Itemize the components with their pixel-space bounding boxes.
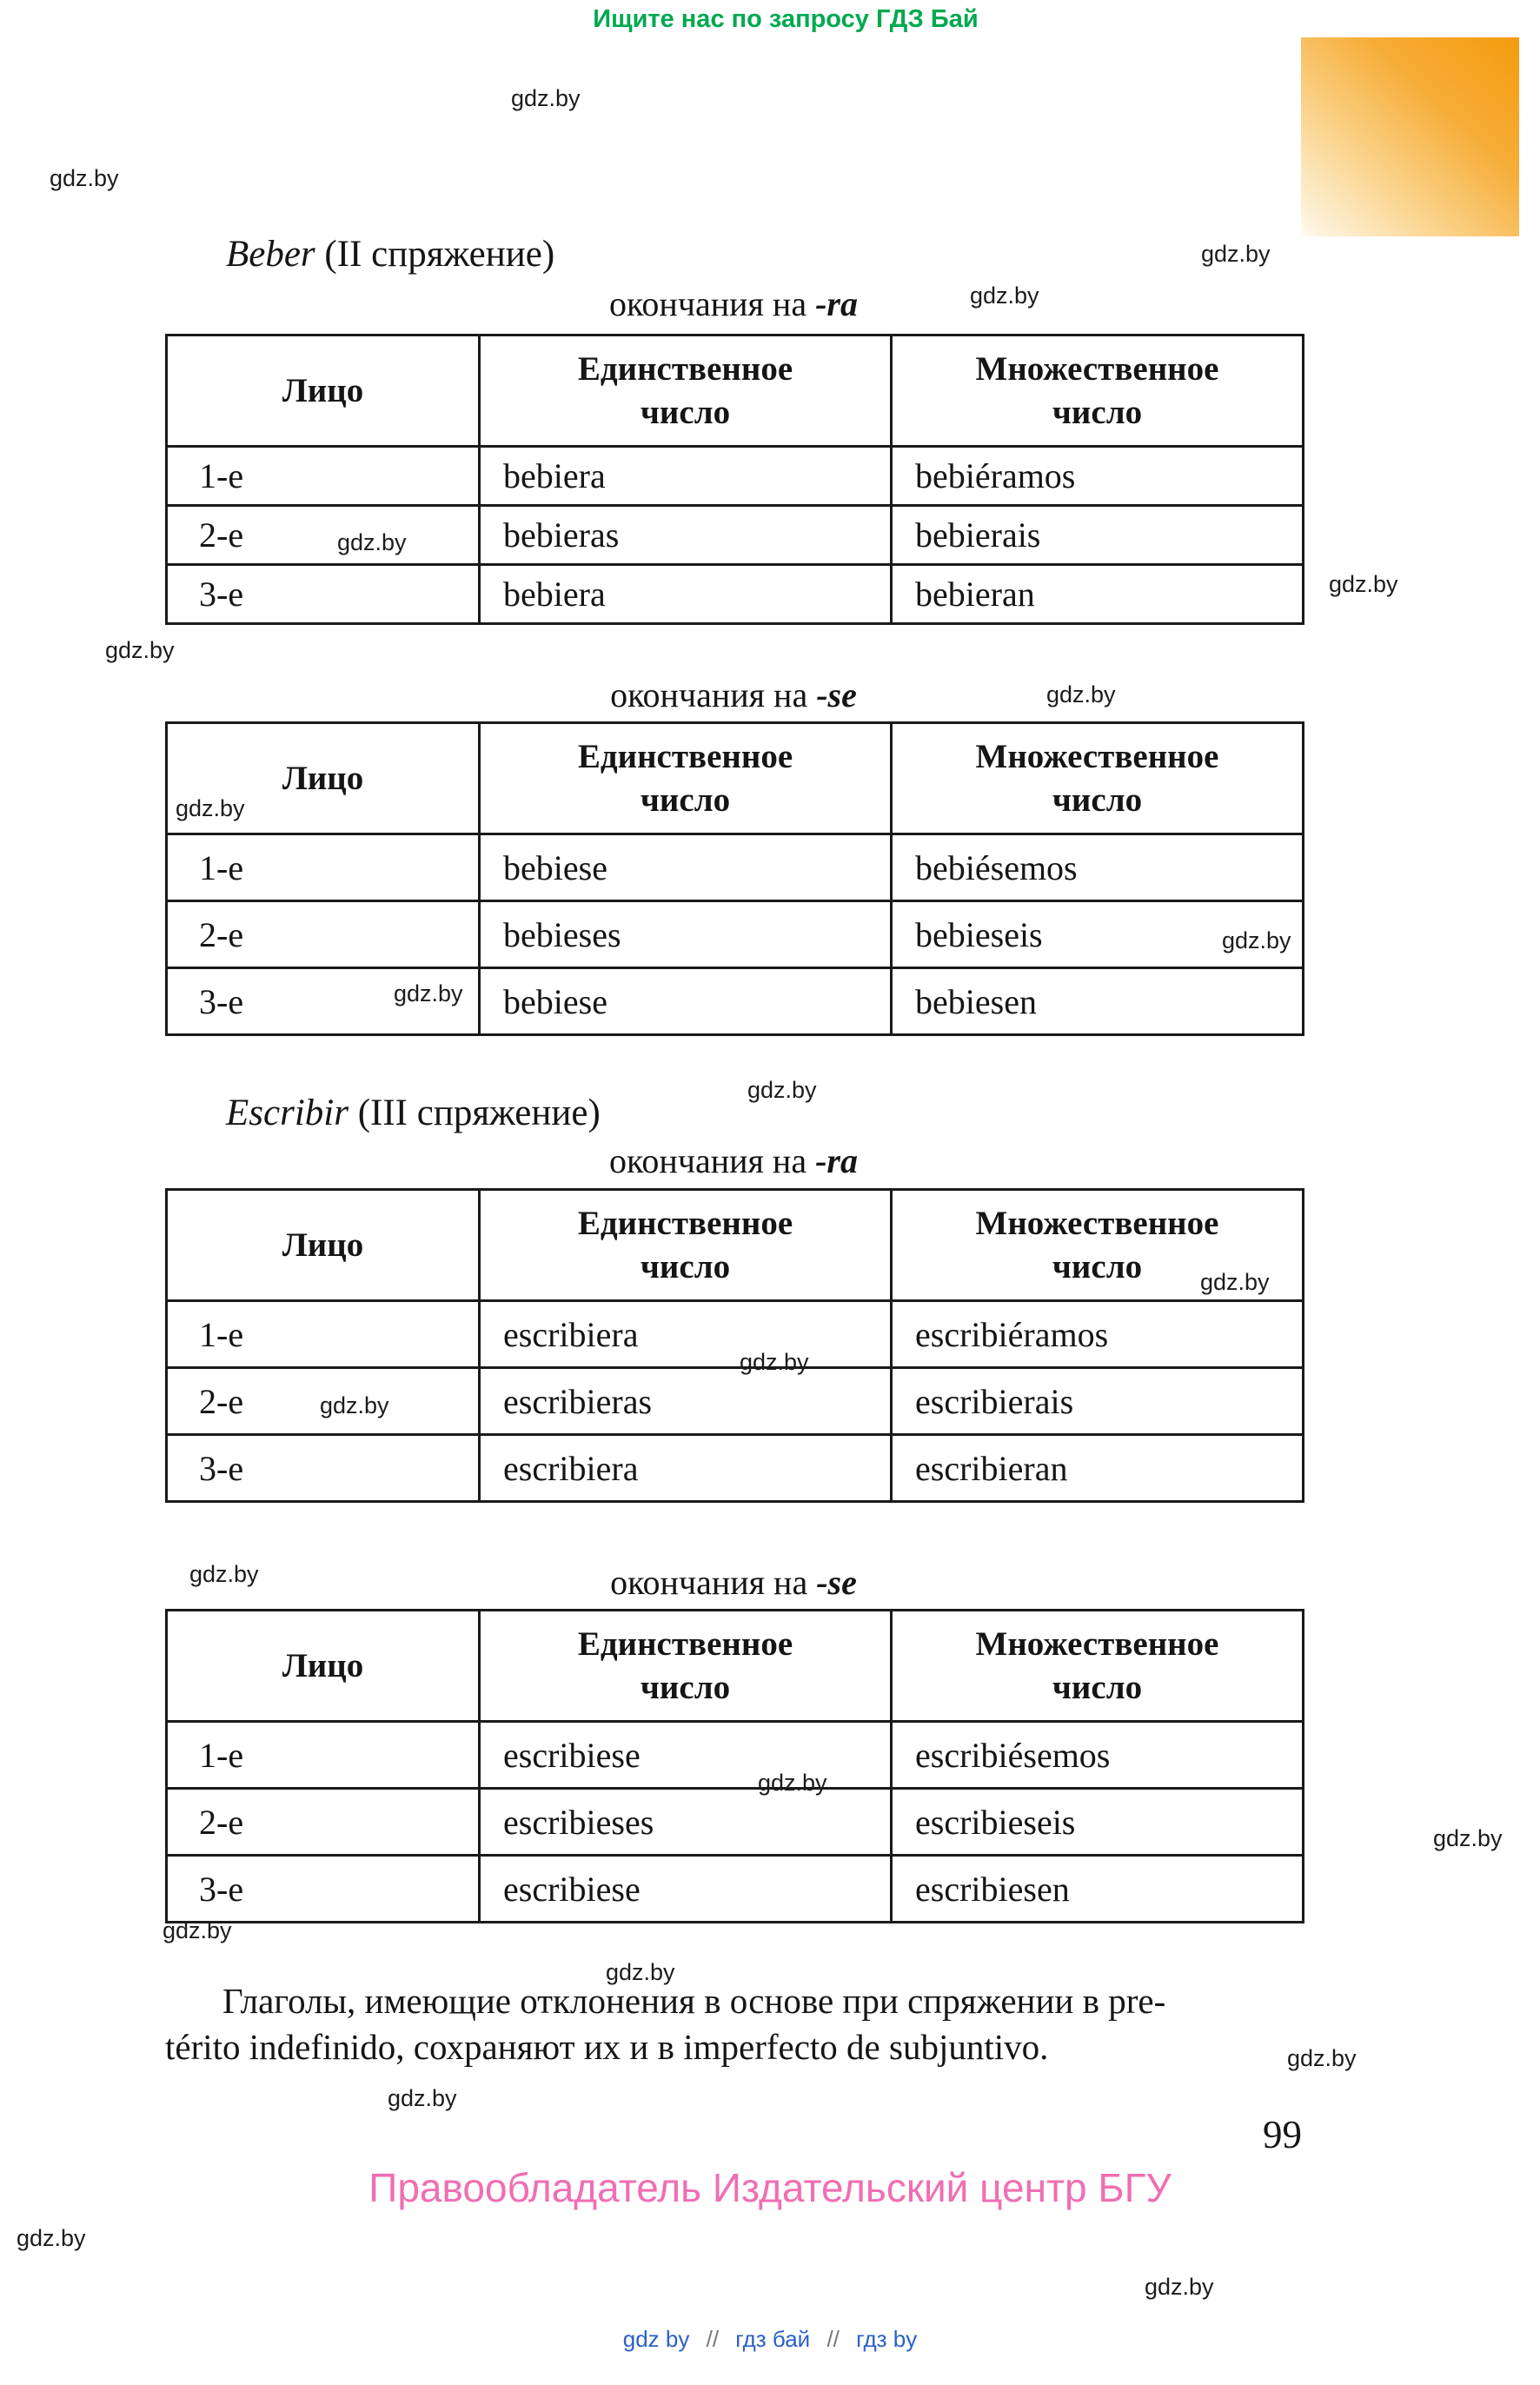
conjugation-table-beber-ra (165, 334, 1304, 625)
heading-ending: -ra (815, 284, 858, 323)
watermark: gdz.by (511, 85, 581, 111)
footer-separator: // (706, 2326, 720, 2352)
watermark: gdz.by (970, 282, 1039, 309)
watermark: gdz.by (1222, 927, 1291, 953)
heading-text: окончания на (610, 675, 817, 714)
singular-cell: bebiese (480, 968, 892, 1035)
table-row (167, 1435, 1304, 1502)
person-cell: 2-е (167, 1789, 480, 1856)
footer-separator: // (826, 2326, 840, 2352)
footer-link-gdz-by-2[interactable]: гдз by (856, 2326, 918, 2352)
header-plural: Множественное число (892, 1190, 1304, 1301)
header-person: Лицо (167, 1611, 480, 1722)
watermark: gdz.by (189, 1561, 259, 1587)
person-cell: 3-е (167, 1435, 480, 1502)
person-cell: 1-е (167, 834, 480, 901)
heading-beber-se (165, 674, 1302, 715)
watermark: gdz.by (1329, 571, 1398, 597)
note-line-2: térito indefinido, сохраняют их и в imperfecto de subjuntivo. (165, 2027, 1049, 2067)
verb-name: Beber (226, 234, 315, 275)
conjugation-table-beber-se (165, 721, 1304, 1036)
watermark: gdz.by (606, 1959, 675, 1985)
singular-cell: bebieras (480, 506, 892, 565)
plural-cell: escribiésemos (892, 1722, 1304, 1789)
heading-text: окончания на (609, 1141, 816, 1180)
watermark: gdz.by (740, 1349, 809, 1375)
heading-escribir-ra (165, 1140, 1302, 1181)
table-row (167, 968, 1304, 1035)
footer-link-gdz-by[interactable]: gdz by (622, 2326, 690, 2352)
person-cell: 3-е (167, 565, 480, 624)
table-header-row (167, 335, 1304, 447)
verb-title-rest: (III спряжение) (348, 1093, 601, 1133)
top-banner: Ищите нас по запросу ГДЗ Бай (593, 5, 979, 33)
watermark: gdz.by (176, 795, 245, 821)
header-person: Лицо (167, 335, 480, 447)
plural-cell: bebiésemos (892, 834, 1304, 901)
watermark: gdz.by (1046, 681, 1116, 708)
singular-cell: escribiera (480, 1301, 892, 1368)
singular-cell: bebiese (480, 834, 892, 901)
header-singular: Единственное число (480, 1190, 892, 1301)
singular-cell: escribieras (480, 1368, 892, 1435)
singular-cell: escribiese (480, 1722, 892, 1789)
verb-title-escribir (226, 1092, 601, 1134)
table-header-row (167, 723, 1304, 834)
conjugation-table-escribir-ra (165, 1188, 1304, 1503)
plural-cell: escribiesen (892, 1856, 1304, 1923)
plural-cell: bebiesen (892, 968, 1304, 1035)
person-cell: 2-е (167, 901, 480, 968)
heading-ending: -se (816, 1563, 857, 1602)
plural-cell: escribierais (892, 1368, 1304, 1435)
header-plural: Множественное число (892, 335, 1304, 447)
heading-ending: -se (816, 675, 857, 714)
singular-cell: bebiera (480, 565, 892, 624)
note-paragraph (165, 1978, 1317, 2070)
watermark: gdz.by (17, 2225, 86, 2251)
table-row (167, 1722, 1304, 1789)
watermark: gdz.by (388, 2085, 457, 2111)
table-row (167, 447, 1304, 506)
watermark: gdz.by (758, 1770, 827, 1796)
singular-cell: escribiese (480, 1856, 892, 1923)
singular-cell: bebieses (480, 901, 892, 968)
verb-title-beber (226, 233, 554, 276)
header-singular: Единственное число (480, 1611, 892, 1722)
person-cell: 3-е (167, 968, 480, 1035)
header-plural: Множественное число (892, 1611, 1304, 1722)
table-row (167, 565, 1304, 624)
header-plural: Множественное число (892, 723, 1304, 834)
person-cell: 1-е (167, 447, 480, 506)
watermark: gdz.by (105, 637, 175, 663)
table-header-row (167, 1611, 1304, 1722)
person-cell: 1-е (167, 1722, 480, 1789)
table-header-row (167, 1190, 1304, 1301)
plural-cell: bebieseis (892, 901, 1304, 968)
header-singular: Единственное число (480, 723, 892, 834)
watermark: gdz.by (747, 1077, 817, 1103)
person-cell: 3-е (167, 1856, 480, 1923)
table-row (167, 1856, 1304, 1923)
heading-ending: -ra (815, 1141, 858, 1180)
header-person: Лицо (167, 1190, 480, 1301)
watermark: gdz.by (1287, 2045, 1357, 2071)
watermark: gdz.by (1200, 1269, 1270, 1295)
watermark: gdz.by (337, 529, 407, 555)
person-cell: 2-е (167, 1368, 480, 1435)
singular-cell: escribiera (480, 1435, 892, 1502)
plural-cell: bebieran (892, 565, 1304, 624)
plural-cell: escribiéramos (892, 1301, 1304, 1368)
person-cell: 1-е (167, 1301, 480, 1368)
watermark: gdz.by (1433, 1825, 1503, 1851)
note-line-1: Глаголы, имеющие отклонения в основе при спряжении в pre- (222, 1981, 1166, 2021)
plural-cell: bebierais (892, 506, 1304, 565)
heading-text: окончания на (610, 1563, 817, 1602)
watermark: gdz.by (50, 165, 119, 191)
conjugation-table-escribir-se (165, 1609, 1304, 1923)
verb-title-rest: (II спряжение) (315, 234, 555, 275)
watermark: gdz.by (394, 980, 463, 1006)
header-person: Лицо (167, 723, 480, 834)
plural-cell: bebiéramos (892, 447, 1304, 506)
page-number: 99 (1263, 2113, 1302, 2156)
footer-link-gdz-bai[interactable]: гдз бай (735, 2326, 811, 2352)
footer-links (0, 2326, 1540, 2353)
heading-escribir-se (165, 1562, 1302, 1603)
watermark: gdz.by (1201, 241, 1271, 267)
table-row (167, 834, 1304, 901)
singular-cell: bebiera (480, 447, 892, 506)
watermark: gdz.by (163, 1917, 232, 1943)
orange-gradient-box (1301, 37, 1519, 236)
header-singular: Единственное число (480, 335, 892, 447)
heading-beber-ra (165, 283, 1302, 324)
singular-cell: escribieses (480, 1789, 892, 1856)
table-row (167, 1301, 1304, 1368)
watermark: gdz.by (1145, 2274, 1214, 2300)
plural-cell: escribieran (892, 1435, 1304, 1502)
copyright-line: Правообладатель Издательский центр БГУ (368, 2165, 1172, 2210)
heading-text: окончания на (609, 284, 816, 323)
person-cell: 2-е (167, 506, 480, 565)
table-row (167, 1789, 1304, 1856)
watermark: gdz.by (320, 1392, 389, 1418)
plural-cell: escribieseis (892, 1789, 1304, 1856)
verb-name: Escribir (226, 1093, 348, 1133)
table-row (167, 901, 1304, 968)
